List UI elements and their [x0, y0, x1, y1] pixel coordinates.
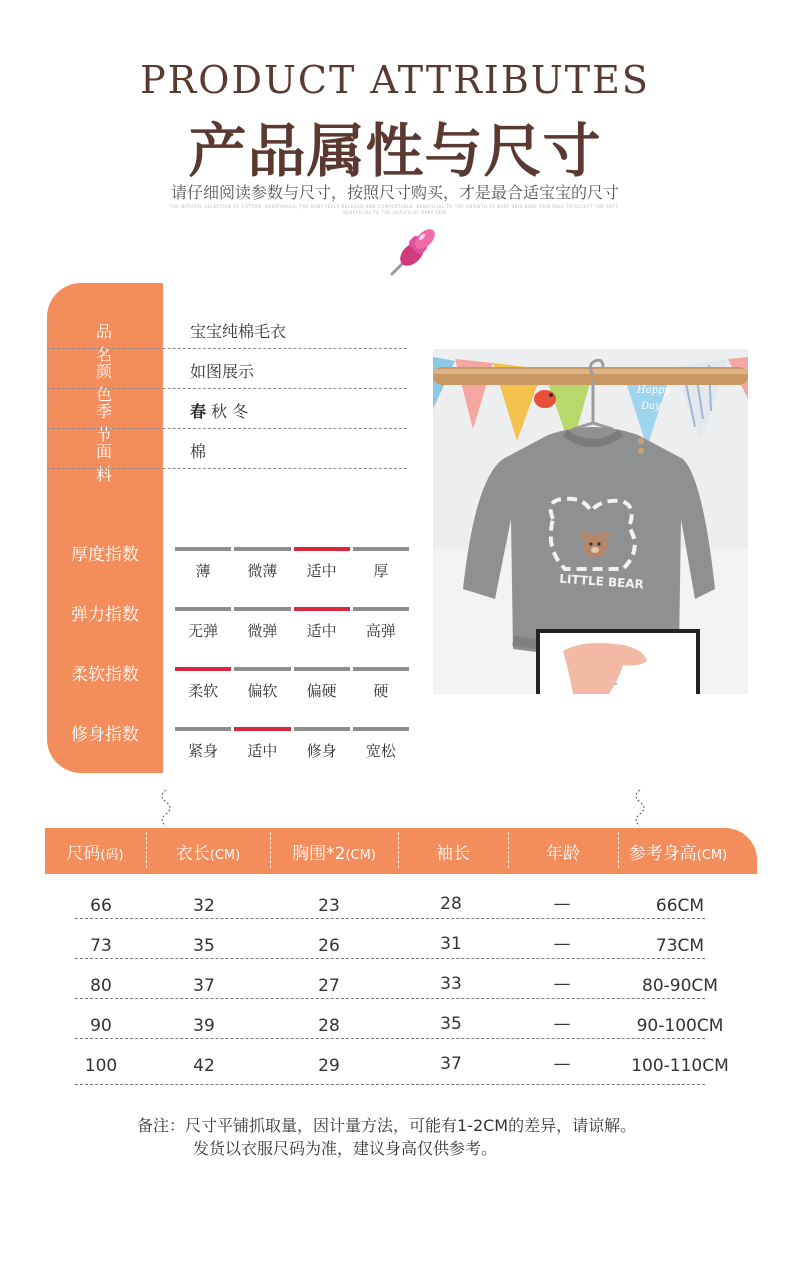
index-scale-elasticity: [175, 607, 409, 641]
table-cell: —: [553, 1054, 571, 1074]
table-cell: 32: [193, 896, 215, 916]
index-label-fit: 修身指数: [71, 725, 139, 745]
row-divider: [75, 1084, 705, 1085]
index-scale-fit: [175, 727, 409, 761]
table-cell: 73: [90, 936, 112, 956]
scale-option: 微弹: [247, 622, 278, 640]
table-cell: —: [553, 894, 571, 914]
index-scale-thickness: [175, 547, 409, 581]
header-sleeve: 袖长: [436, 844, 470, 864]
flag-text-happy: Happy: [637, 385, 671, 396]
scale-option: 薄: [195, 562, 211, 580]
attr-label-color: 颜色: [95, 362, 154, 404]
header-age: 年龄: [546, 844, 580, 864]
header-length: 衣长(CM): [175, 844, 241, 864]
table-cell: 26: [318, 936, 340, 956]
table-cell: 100-110CM: [631, 1056, 729, 1076]
table-cell: 37: [193, 976, 215, 996]
index-label-elasticity: 弹力指数: [71, 605, 139, 625]
season-winter: 冬: [232, 402, 249, 421]
attr-divider: [47, 468, 407, 469]
attr-value-fabric: 棉: [190, 442, 207, 461]
table-cell: —: [553, 934, 571, 954]
header-height: 参考身高(CM): [628, 844, 728, 864]
product-photo: [433, 349, 748, 694]
table-cell: 66CM: [655, 896, 705, 916]
table-cell: 80: [90, 976, 112, 996]
table-cell: 28: [318, 1016, 340, 1036]
table-cell: 90: [90, 1016, 112, 1036]
pushpin-icon: [378, 222, 440, 288]
table-cell: 27: [318, 976, 340, 996]
index-scale-softness: [175, 667, 409, 701]
table-cell: 39: [193, 1016, 215, 1036]
attr-label-name: 品名: [95, 322, 154, 364]
attr-divider: [47, 428, 407, 429]
scale-option: 厚: [373, 562, 389, 580]
table-cell: 100: [84, 1056, 118, 1076]
table-cell: 31: [440, 934, 462, 954]
scale-option: 微薄: [247, 562, 278, 580]
attr-value-name: 宝宝纯棉毛衣: [190, 322, 287, 341]
scale-option: 硬: [373, 682, 389, 700]
title-chinese: 产品属性与尺寸: [188, 117, 602, 185]
table-cell: 35: [193, 936, 215, 956]
row-divider: [75, 918, 705, 919]
note-line-2: 发货以衣服尺码为准，建议身高仅供参考。: [193, 1139, 498, 1158]
swirl-decoration-left: [156, 788, 176, 828]
subtitle: 请仔细阅读参数与尺寸，按照尺寸购买，才是最合适宝宝的尺寸: [170, 183, 619, 202]
table-cell: 23: [318, 896, 340, 916]
flag-text-day: Day: [641, 401, 661, 412]
row-divider: [75, 958, 705, 959]
table-cell: 29: [318, 1056, 340, 1076]
attr-divider: [47, 348, 407, 349]
attr-value-color: 如图展示: [190, 362, 255, 381]
table-cell: 90-100CM: [636, 1016, 724, 1036]
sweater-text: LITTLE BEAR: [558, 571, 645, 592]
table-cell: 28: [440, 894, 462, 914]
scale-option: 无弹: [188, 622, 219, 640]
scale-option: 偏软: [247, 682, 278, 700]
scale-option-selected: 适中: [306, 562, 337, 580]
title-english: PRODUCT ATTRIBUTES: [140, 58, 650, 102]
attr-label-fabric: 面料: [95, 442, 154, 484]
season-spring: 春: [190, 402, 207, 421]
header-size: 尺码(码): [66, 844, 124, 864]
table-cell: 80-90CM: [642, 976, 718, 996]
header-chest: 胸围*2(CM): [292, 844, 376, 864]
table-cell: 42: [193, 1056, 215, 1076]
row-divider: [75, 998, 705, 999]
swirl-decoration-right: [630, 788, 650, 828]
attr-label-season: 季节: [95, 402, 154, 444]
season-autumn: 秋: [211, 402, 228, 421]
table-cell: —: [553, 1014, 571, 1034]
scale-option-selected: 适中: [306, 622, 337, 640]
scale-option: 修身: [306, 742, 337, 760]
micro-text: THE NATURAL SELECTION OF COTTON, BREATHABLE, THE BABY FEELS RELAXED AND COMFORTABLE, BENEFICIAL TO THE GROWTH OF BABY SKIN BABY SKIN ABLE TO ACCEPT THE SOFT, BENEFICIAL TO THE HEALTH OF BABY SKIN: [169, 204, 621, 215]
scale-option: 偏硬: [306, 682, 337, 700]
table-cell: 73CM: [655, 936, 705, 956]
scale-option-selected: 适中: [247, 742, 278, 760]
table-cell: 33: [440, 974, 462, 994]
row-divider: [75, 1038, 705, 1039]
note-line-1: 备注：尺寸平铺抓取量，因计量方法，可能有1-2CM的差异，请谅解。: [137, 1116, 637, 1135]
scale-option: 高弹: [365, 622, 396, 640]
scale-option: 宽松: [365, 742, 396, 760]
attr-value-season: [190, 399, 248, 422]
table-cell: 37: [440, 1054, 462, 1074]
scale-option: 紧身: [188, 742, 219, 760]
table-cell: —: [553, 974, 571, 994]
index-label-softness: 柔软指数: [71, 665, 139, 685]
scale-option-selected: 柔软: [188, 682, 219, 700]
table-cell: 66: [90, 896, 112, 916]
index-label-thickness: 厚度指数: [71, 545, 139, 565]
attr-divider: [47, 388, 407, 389]
table-cell: 35: [440, 1014, 462, 1034]
